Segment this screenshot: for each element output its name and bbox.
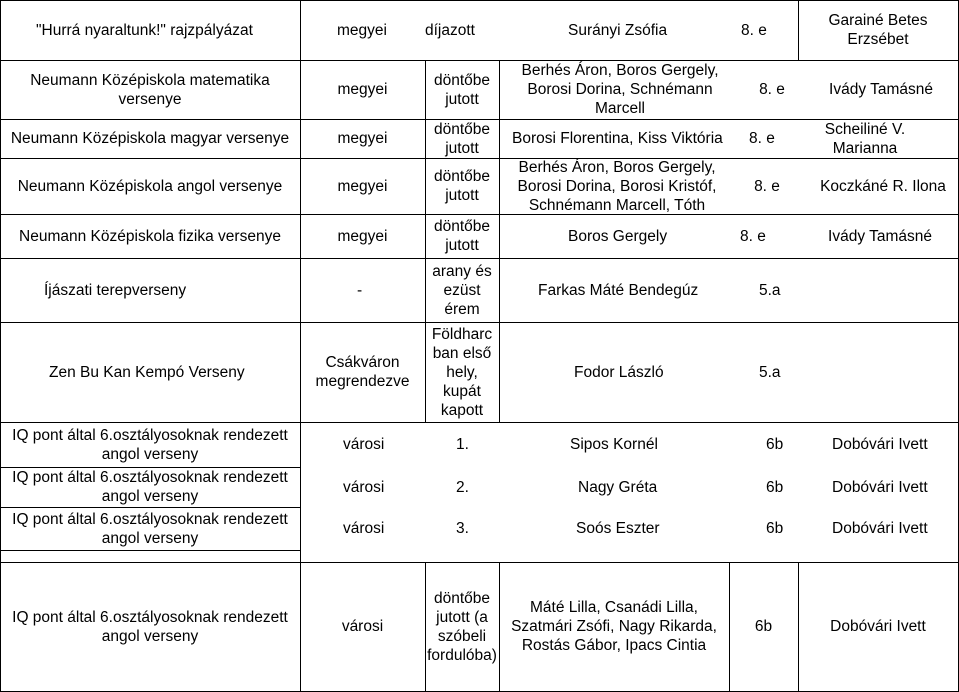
result-cell: arany és ezüst érem xyxy=(432,262,492,318)
teacher-cell: Scheiliné V. Marianna xyxy=(824,120,906,157)
result-cell: 2. xyxy=(456,478,469,496)
student-cell: Farkas Máté Bendegúz xyxy=(538,281,699,299)
level-cell: megyei xyxy=(337,130,388,147)
teacher-cell: Ivády Tamásné xyxy=(828,227,932,245)
level-cell: Csákváron megrendezve xyxy=(315,354,410,390)
level-cell: megyei xyxy=(337,227,388,245)
student-cell: Soós Eszter xyxy=(576,520,660,537)
class-cell: 5.a xyxy=(759,363,781,381)
result-cell: 1. xyxy=(456,436,469,453)
class-cell: 8. e xyxy=(749,130,775,147)
level-cell: megyei xyxy=(337,81,388,98)
level-cell: városi xyxy=(343,520,385,537)
level-cell: megyei xyxy=(337,177,388,195)
student-cell: Surányi Zsófia xyxy=(568,21,668,39)
level-cell: megyei xyxy=(337,21,387,39)
class-cell: 6b xyxy=(766,478,784,496)
result-cell: döntőbe jutott xyxy=(433,120,491,157)
competition-cell: Neumann Középiskola matematika versenye xyxy=(30,71,270,108)
result-cell: döntőbe jutott xyxy=(433,168,491,204)
teacher-cell: Garainé Betes Erzsébet xyxy=(828,12,928,48)
level-cell: városi xyxy=(343,478,385,496)
teacher-cell: Dobóvári Ivett xyxy=(832,520,928,537)
teacher-cell: Dobóvári Ivett xyxy=(832,478,928,496)
competition-cell: Zen Bu Kan Kempó Verseny xyxy=(49,363,245,381)
competition-cell: "Hurrá nyaraltunk!" rajzpályázat xyxy=(36,21,253,39)
student-cell: Berhés Áron, Boros Gergely, Borosi Dorina, Borosi Kristóf, Schnémann Marcell, Tóth xyxy=(517,158,717,214)
competition-cell: Íjászati terepverseny xyxy=(44,281,187,299)
result-cell: döntőbe jutott (a szóbeli fordulóba) xyxy=(427,589,497,664)
class-cell: 6b xyxy=(766,520,784,537)
class-cell: 8. e xyxy=(740,227,766,245)
competition-cell: Neumann Középiskola fizika versenye xyxy=(19,227,281,245)
class-cell: 8. e xyxy=(741,21,767,39)
student-cell: Nagy Gréta xyxy=(578,478,658,496)
student-cell: Máté Lilla, Csanádi Lilla, Szatmári Zsófi, Nagy Rikarda, Rostás Gábor, Ipacs Cintia xyxy=(511,599,717,654)
class-cell: 6b xyxy=(754,618,773,635)
result-cell: döntőbe jutott xyxy=(433,71,491,108)
competition-cell: IQ pont által 6.osztályosoknak rendezett angol verseny xyxy=(12,469,288,505)
level-cell: városi xyxy=(343,436,385,453)
class-cell: 8. e xyxy=(759,81,785,98)
class-cell: 8. e xyxy=(754,177,780,195)
competition-cell: IQ pont által 6.osztályosoknak rendezett angol verseny xyxy=(12,426,288,463)
competition-cell: IQ pont által 6.osztályosoknak rendezett angol verseny xyxy=(12,608,288,645)
competition-cell: IQ pont által 6.osztályosoknak rendezett angol verseny xyxy=(12,510,288,547)
student-cell: Fodor László xyxy=(574,363,664,381)
level-cell: - xyxy=(357,281,363,299)
class-cell: 5.a xyxy=(759,281,781,299)
class-cell: 6b xyxy=(766,436,784,453)
student-cell: Borosi Florentina, Kiss Viktória xyxy=(512,130,723,147)
teacher-cell: Dobóvári Ivett xyxy=(830,618,926,635)
result-cell: Földharc ban első hely, kupát kapott xyxy=(431,325,493,419)
student-cell: Berhés Áron, Boros Gergely, Borosi Dorina, Schnémann Marcell xyxy=(521,62,719,117)
student-cell: Boros Gergely xyxy=(568,227,668,245)
teacher-cell: Dobóvári Ivett xyxy=(832,436,928,453)
teacher-cell: Ivády Tamásné xyxy=(829,81,933,98)
teacher-cell: Koczkáné R. Ilona xyxy=(820,177,946,195)
competition-cell: Neumann Középiskola magyar versenye xyxy=(10,130,290,147)
student-cell: Sipos Kornél xyxy=(570,436,658,453)
result-cell: díjazott xyxy=(425,21,475,39)
result-cell: döntőbe jutott xyxy=(433,218,491,254)
level-cell: városi xyxy=(341,618,384,635)
competition-cell: Neumann Középiskola angol versenye xyxy=(17,177,283,195)
result-cell: 3. xyxy=(456,520,469,537)
